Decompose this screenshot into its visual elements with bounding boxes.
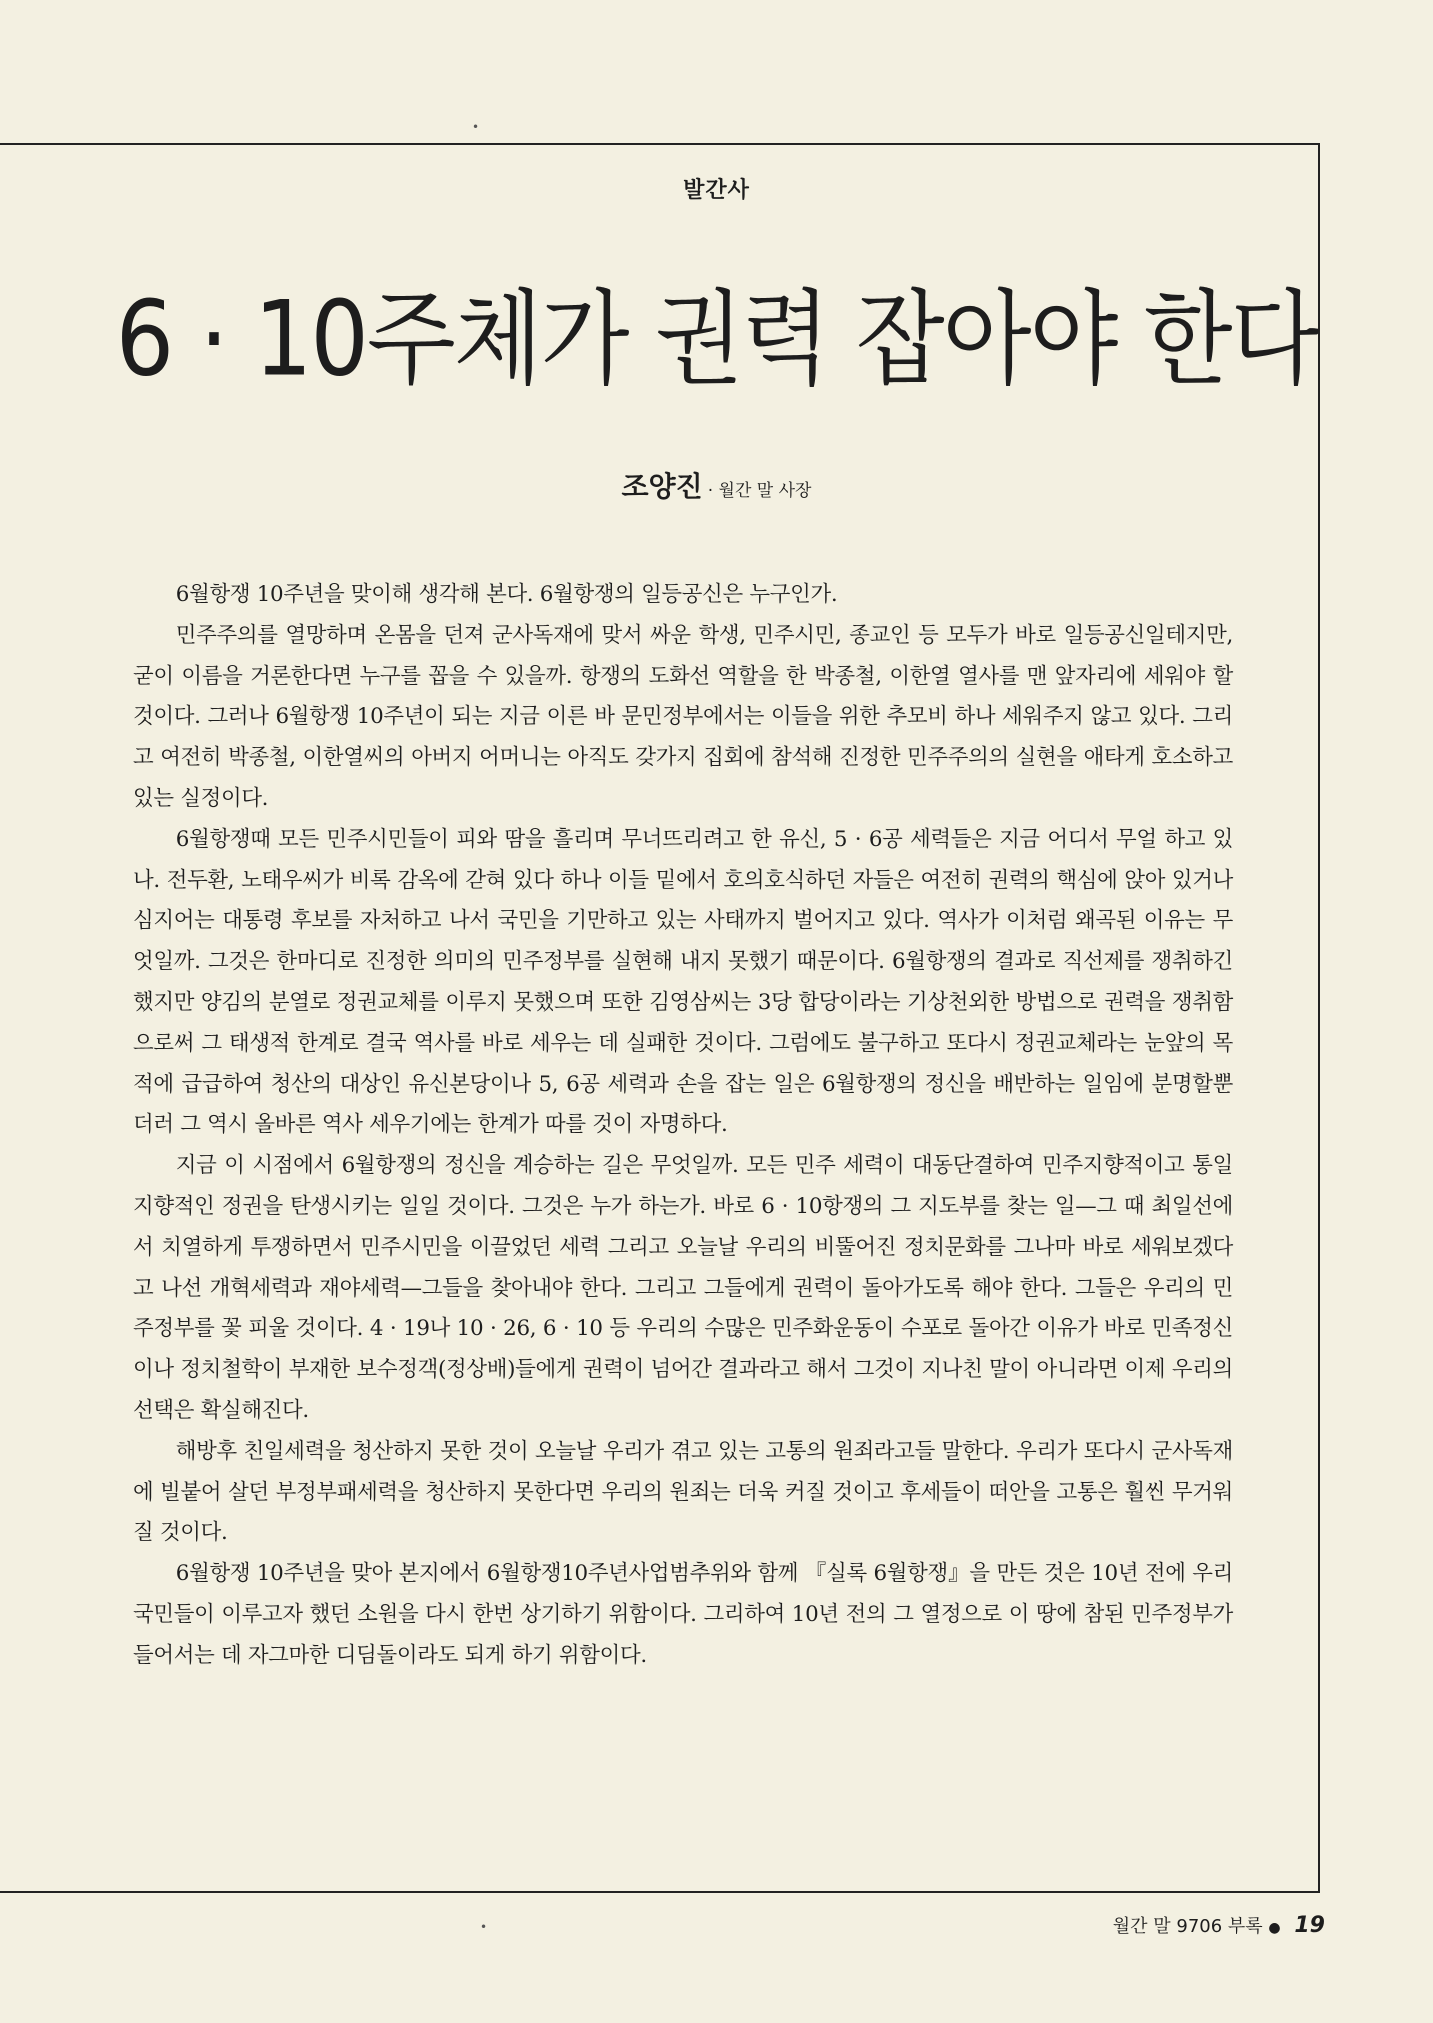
author-role: · 월간 말 사장	[707, 481, 812, 501]
paragraph: 민주주의를 열망하며 온몸을 던져 군사독재에 맞서 싸운 학생, 민주시민, 종교인 등 모두가 바로 일등공신일테지만, 굳이 이름을 거론한다면 누구를 꼽을 수 있을까. 항쟁의 도화선 역할을 한 박종철, 이한열 열사를 맨 앞자리에 세워야 할 것이다. 그러나 6월항쟁 10주년이 되는 지금 이른 바 문민정부에서는 이들을 위한 추모비 하나 세워주지 않고 있다. 그리고 여전히 박종철, 이한열씨의 아버지 어머니는 아직도 갖가지 집회에 참석해 진정한 민주주의의 실현을 애타게 호소하고 있는 실정이다.	[133, 622, 1233, 811]
paragraph: 6월항쟁 10주년을 맞아 본지에서 6월항쟁10주년사업범추위와 함께 『실록 6월항쟁』을 만든 것은 10년 전에 우리 국민들이 이루고자 했던 소원을 다시 한번 상기하기 위함이다. 그리하여 10년 전의 그 열정으로 이 땅에 참된 민주정부가 들어서는 데 자그마한 디딤돌이라도 되게 하기 위함이다.	[133, 1561, 1233, 1668]
paragraph: 해방후 친일세력을 청산하지 못한 것이 오늘날 우리가 겪고 있는 고통의 원죄라고들 말한다. 우리가 또다시 군사독재에 빌붙어 살던 부정부패세력을 청산하지 못한다면 우리의 원죄는 더욱 커질 것이고 후세들이 떠안을 고통은 훨씬 무거워질 것이다.	[133, 1438, 1233, 1546]
bullet-icon: ●	[1268, 1920, 1281, 1936]
page-title: 6 · 10주체가 권력 잡아야 한다	[115, 279, 1318, 400]
ink-speck-icon: •	[480, 1920, 488, 1934]
paragraph: 6월항쟁 10주년을 맞이해 생각해 본다. 6월항쟁의 일등공신은 누구인가.	[175, 582, 838, 607]
byline	[0, 465, 1433, 505]
ink-speck-icon: •	[472, 120, 480, 134]
section-label: 발간사	[683, 178, 750, 203]
publication-name: 월간 말 9706 부록	[1112, 1916, 1263, 1937]
paragraph: 지금 이 시점에서 6월항쟁의 정신을 계승하는 길은 무엇일까. 모든 민주 세력이 대동단결하여 민주지향적이고 통일지향적인 정권을 탄생시키는 일일 것이다. 그것은 누가 하는가. 바로 6 · 10항쟁의 그 지도부를 찾는 일—그 때 최일선에서 치열하게 투쟁하면서 민주시민을 이끌었던 세력 그리고 오늘날 우리의 비뚤어진 정치문화를 그나마 바로 세워보겠다고 나선 개혁세력과 재야세력—그들을 찾아내야 한다. 그리고 그들에게 권력이 돌아가도록 해야 한다. 그들은 우리의 민주정부를 꽃 피울 것이다. 4 · 19나 10 · 26, 6 · 10 등 우리의 수많은 민주화운동이 수포로 돌아간 이유가 바로 민족정신이나 정치철학이 부재한 보수정객(정상배)들에게 권력이 넘어간 결과라고 해서 그것이 지나친 말이 아니라면 이제 우리의 선택은 확실해진다.	[133, 1153, 1233, 1423]
page-number: 19	[1294, 1913, 1325, 1938]
paragraph: 6월항쟁때 모든 민주시민들이 피와 땀을 흘리며 무너뜨리려고 한 유신, 5 · 6공 세력들은 지금 어디서 무얼 하고 있나. 전두환, 노태우씨가 비록 감옥에 갇혀 있다 하나 이들 밑에서 호의호식하던 자들은 여전히 권력의 핵심에 앉아 있거나 심지어는 대통령 후보를 자처하고 나서 국민을 기만하고 있는 사태까지 벌어지고 있다. 역사가 이처럼 왜곡된 이유는 무엇일까. 그것은 한마디로 진정한 의미의 민주정부를 실현해 내지 못했기 때문이다. 6월항쟁의 결과로 직선제를 쟁취하긴 했지만 양김의 분열로 정권교체를 이루지 못했으며 또한 김영삼씨는 3당 합당이라는 기상천외한 방법으로 권력을 쟁취함으로써 그 태생적 한계로 결국 역사를 바로 세우는 데 실패한 것이다. 그럼에도 불구하고 또다시 정권교체라는 눈앞의 목적에 급급하여 청산의 대상인 유신본당이나 5, 6공 세력과 손을 잡는 일은 6월항쟁의 정신을 배반하는 일임에 분명할뿐더러 그 역시 올바른 역사 세우기에는 한계가 따를 것이 자명하다.	[133, 826, 1233, 1138]
author-name: 조양진	[621, 470, 703, 503]
page-footer	[1113, 1912, 1325, 1938]
article-body	[133, 575, 1233, 1677]
